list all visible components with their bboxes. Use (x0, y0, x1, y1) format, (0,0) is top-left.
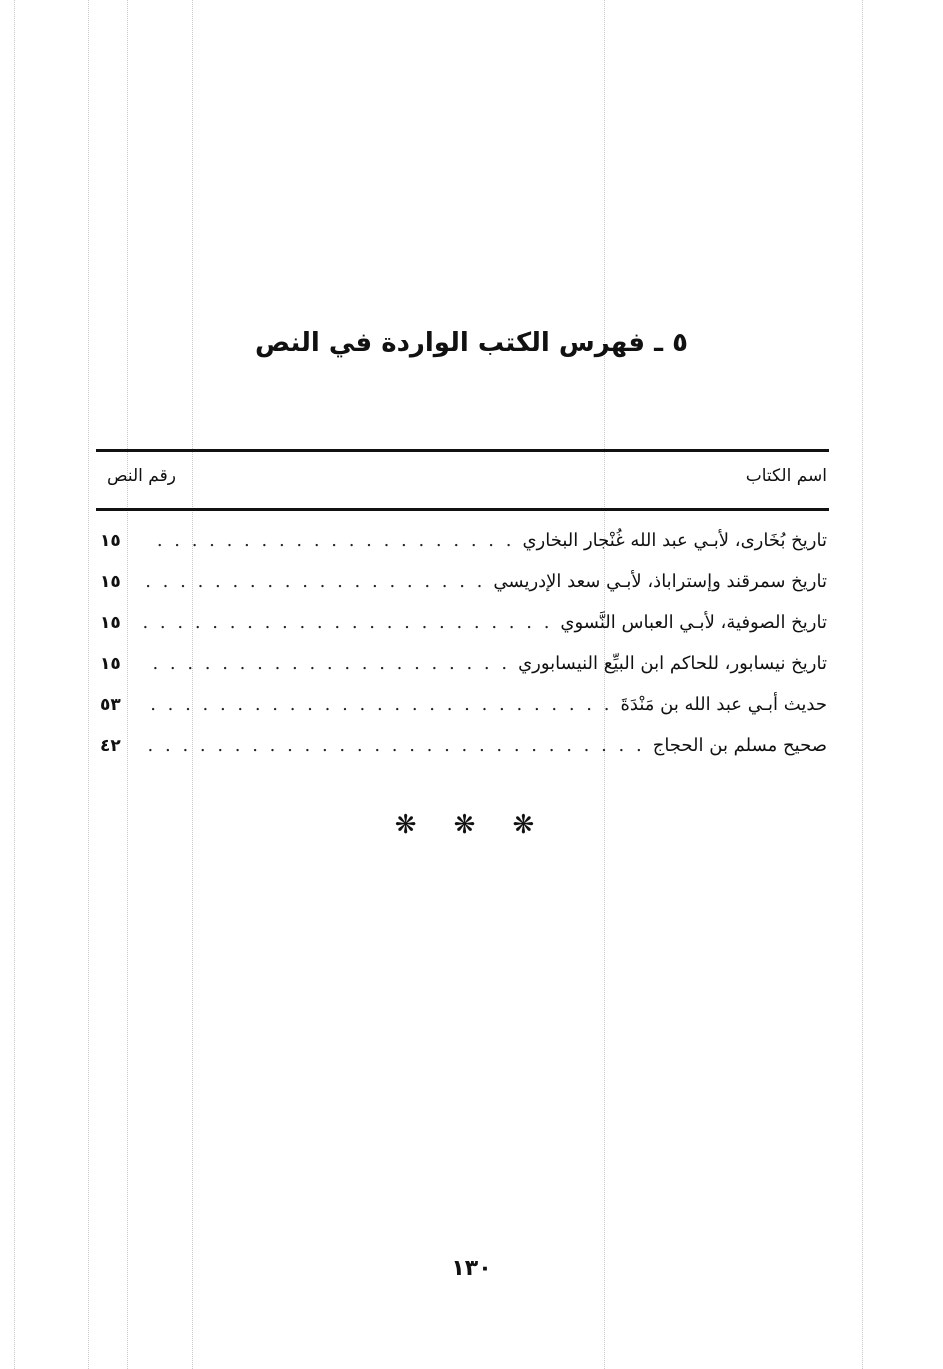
book-name: حديث أبـي عبد الله بن مَنْدَةَ (620, 694, 827, 715)
table-top-rule (96, 449, 829, 452)
table-row (100, 653, 827, 694)
scan-artifact (862, 0, 864, 1369)
page-number: ١٣٠ (451, 1256, 492, 1281)
scan-artifact (14, 0, 16, 1369)
text-number: ٥٣ (100, 695, 121, 715)
table-row (100, 694, 827, 735)
column-header-number: رقم النص (107, 466, 176, 486)
text-number: ١٥ (100, 613, 121, 633)
book-index-list (100, 530, 827, 776)
dot-leader (144, 530, 514, 551)
dot-leader (144, 735, 645, 756)
book-name: تاريخ نيسابور، للحاكم ابن البيِّع النيسابوري (518, 653, 827, 674)
scan-artifact (88, 0, 90, 1369)
table-row (100, 530, 827, 571)
text-number: ١٥ (100, 531, 121, 551)
table-row (100, 612, 827, 653)
book-name: تاريخ بُخَارى، لأبـي عبد الله غُنْجار البخاري (522, 530, 827, 551)
dot-leader (144, 612, 552, 633)
dot-leader (144, 571, 485, 592)
text-number: ١٥ (100, 572, 121, 592)
table-row (100, 735, 827, 776)
text-number: ٤٢ (100, 736, 121, 756)
dot-leader (144, 653, 510, 674)
table-row (100, 571, 827, 612)
column-header-book: اسم الكتاب (745, 466, 827, 486)
page-title: ٥ ـ فهرس الكتب الواردة في النص (255, 328, 688, 358)
book-name: صحيح مسلم بن الحجاج (652, 735, 827, 756)
dot-leader (144, 694, 612, 715)
text-number: ١٥ (100, 654, 121, 674)
book-name: تاريخ الصوفية، لأبـي العباس النَّسوي (560, 612, 827, 633)
book-name: تاريخ سمرقند وإستراباذ، لأبـي سعد الإدريسي (493, 571, 827, 592)
table-header-rule (96, 508, 829, 511)
section-ornament: ❋ ❋ ❋ (394, 810, 549, 840)
